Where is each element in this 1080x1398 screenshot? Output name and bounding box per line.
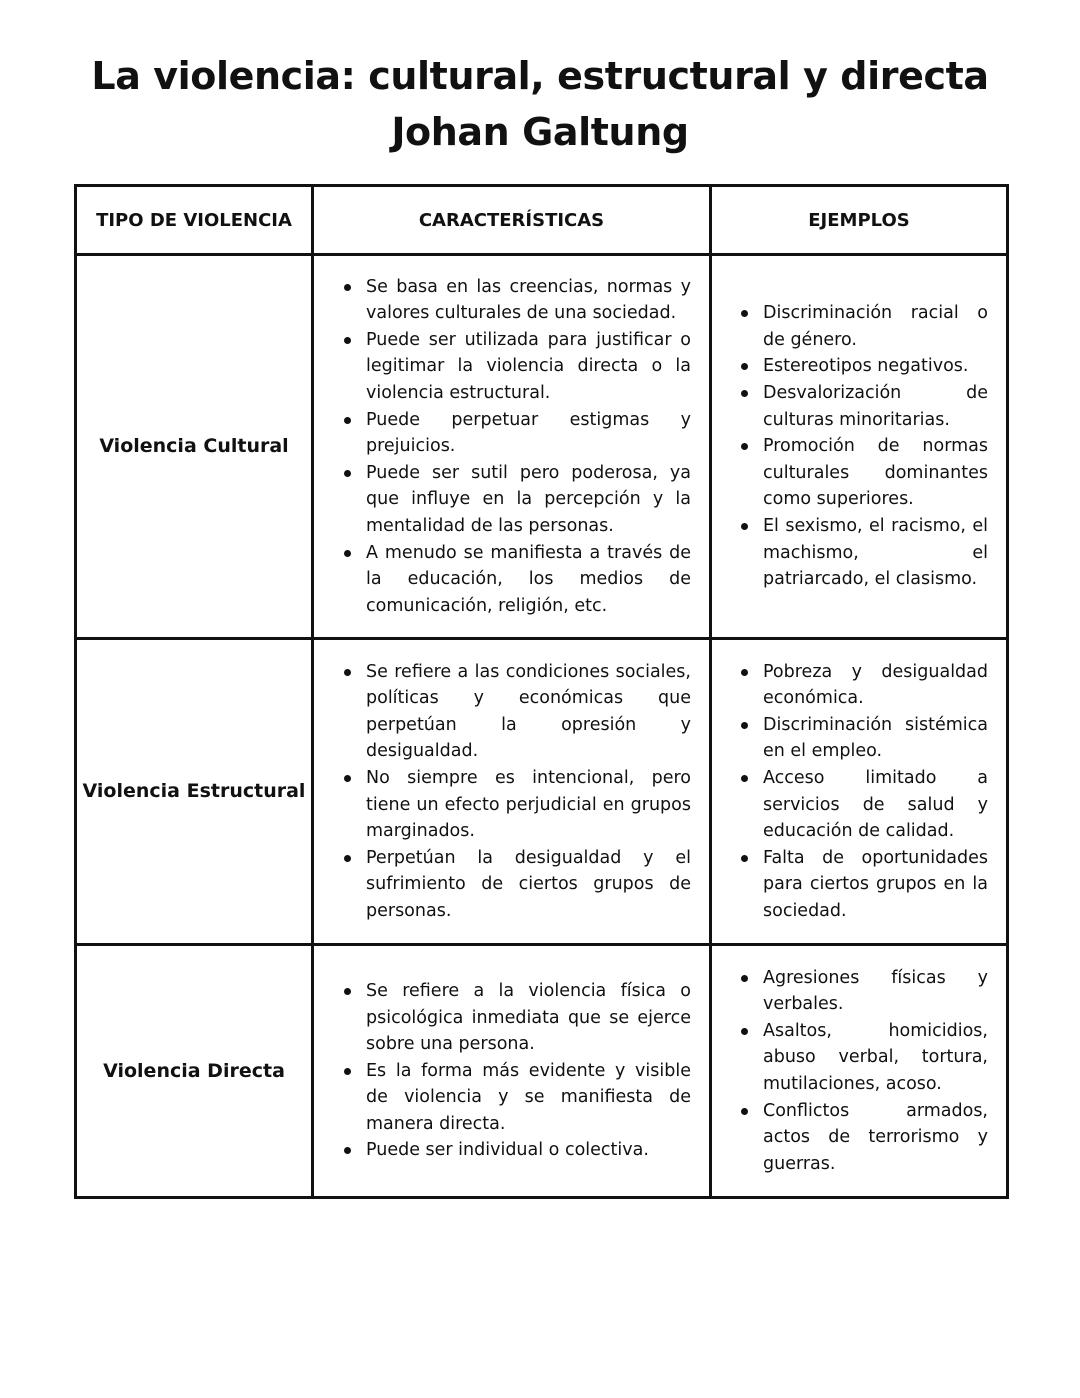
characteristics-cell bbox=[313, 945, 711, 1198]
list-item: No siempre es intencional, pero tiene un efecto perjudicial en grupos marginados. bbox=[366, 765, 691, 845]
list-item: El sexismo, el racismo, el machismo, el patriarcado, el clasismo. bbox=[763, 513, 988, 593]
examples-cell bbox=[711, 255, 1008, 639]
list-item: Discriminación sistémica en el empleo. bbox=[763, 712, 988, 765]
list-item: Desvalorización de culturas minoritarias. bbox=[763, 380, 988, 433]
examples-list bbox=[712, 965, 1006, 1178]
list-item: Estereotipos negativos. bbox=[763, 353, 988, 380]
list-item: Se refiere a la violencia física o psicológica inmediata que se ejerce sobre una persona. bbox=[366, 978, 691, 1058]
examples-list bbox=[712, 300, 1006, 593]
page-title bbox=[0, 48, 1080, 160]
header-type: TIPO DE VIOLENCIA bbox=[76, 186, 313, 255]
list-item: Es la forma más evidente y visible de violencia y se manifiesta de manera directa. bbox=[366, 1058, 691, 1138]
list-item: Se basa en las creencias, normas y valores culturales de una sociedad. bbox=[366, 274, 691, 327]
characteristics-cell bbox=[313, 255, 711, 639]
list-item: Puede ser individual o colectiva. bbox=[366, 1137, 691, 1164]
list-item: Asaltos, homicidios, abuso verbal, tortura, mutilaciones, acoso. bbox=[763, 1018, 988, 1098]
list-item: Perpetúan la desigualdad y el sufrimiento de ciertos grupos de personas. bbox=[366, 845, 691, 925]
table-row-cultural bbox=[76, 255, 1008, 639]
examples-cell bbox=[711, 945, 1008, 1198]
list-item: Se refiere a las condiciones sociales, políticas y económicas que perpetúan la opresión y desigualdad. bbox=[366, 659, 691, 765]
list-item: Puede ser sutil pero poderosa, ya que influye en la percepción y la mentalidad de las personas. bbox=[366, 460, 691, 540]
table-row-structural bbox=[76, 639, 1008, 945]
characteristics-list bbox=[314, 274, 709, 620]
list-item: A menudo se manifiesta a través de la educación, los medios de comunicación, religión, etc. bbox=[366, 540, 691, 620]
characteristics-list bbox=[314, 978, 709, 1164]
type-cell: Violencia Estructural bbox=[76, 639, 313, 945]
list-item: Pobreza y desigualdad económica. bbox=[763, 659, 988, 712]
table-row-direct bbox=[76, 945, 1008, 1198]
type-cell: Violencia Cultural bbox=[76, 255, 313, 639]
header-characteristics: CARACTERÍSTICAS bbox=[313, 186, 711, 255]
list-item: Falta de oportunidades para ciertos grupos en la sociedad. bbox=[763, 845, 988, 925]
characteristics-cell bbox=[313, 639, 711, 945]
list-item: Discriminación racial o de género. bbox=[763, 300, 988, 353]
list-item: Acceso limitado a servicios de salud y educación de calidad. bbox=[763, 765, 988, 845]
header-examples: EJEMPLOS bbox=[711, 186, 1008, 255]
list-item: Puede ser utilizada para justificar o legitimar la violencia directa o la violencia estructural. bbox=[366, 327, 691, 407]
violence-types-table bbox=[74, 184, 1009, 1199]
examples-list bbox=[712, 659, 1006, 925]
list-item: Promoción de normas culturales dominantes como superiores. bbox=[763, 433, 988, 513]
examples-cell bbox=[711, 639, 1008, 945]
type-cell: Violencia Directa bbox=[76, 945, 313, 1198]
page-title-line-2: Johan Galtung bbox=[391, 110, 689, 154]
characteristics-list bbox=[314, 659, 709, 925]
list-item: Conflictos armados, actos de terrorismo y guerras. bbox=[763, 1098, 988, 1178]
list-item: Puede perpetuar estigmas y prejuicios. bbox=[366, 407, 691, 460]
page-title-line-1: La violencia: cultural, estructural y directa bbox=[91, 54, 989, 98]
list-item: Agresiones físicas y verbales. bbox=[763, 965, 988, 1018]
table-header-row bbox=[76, 186, 1008, 255]
